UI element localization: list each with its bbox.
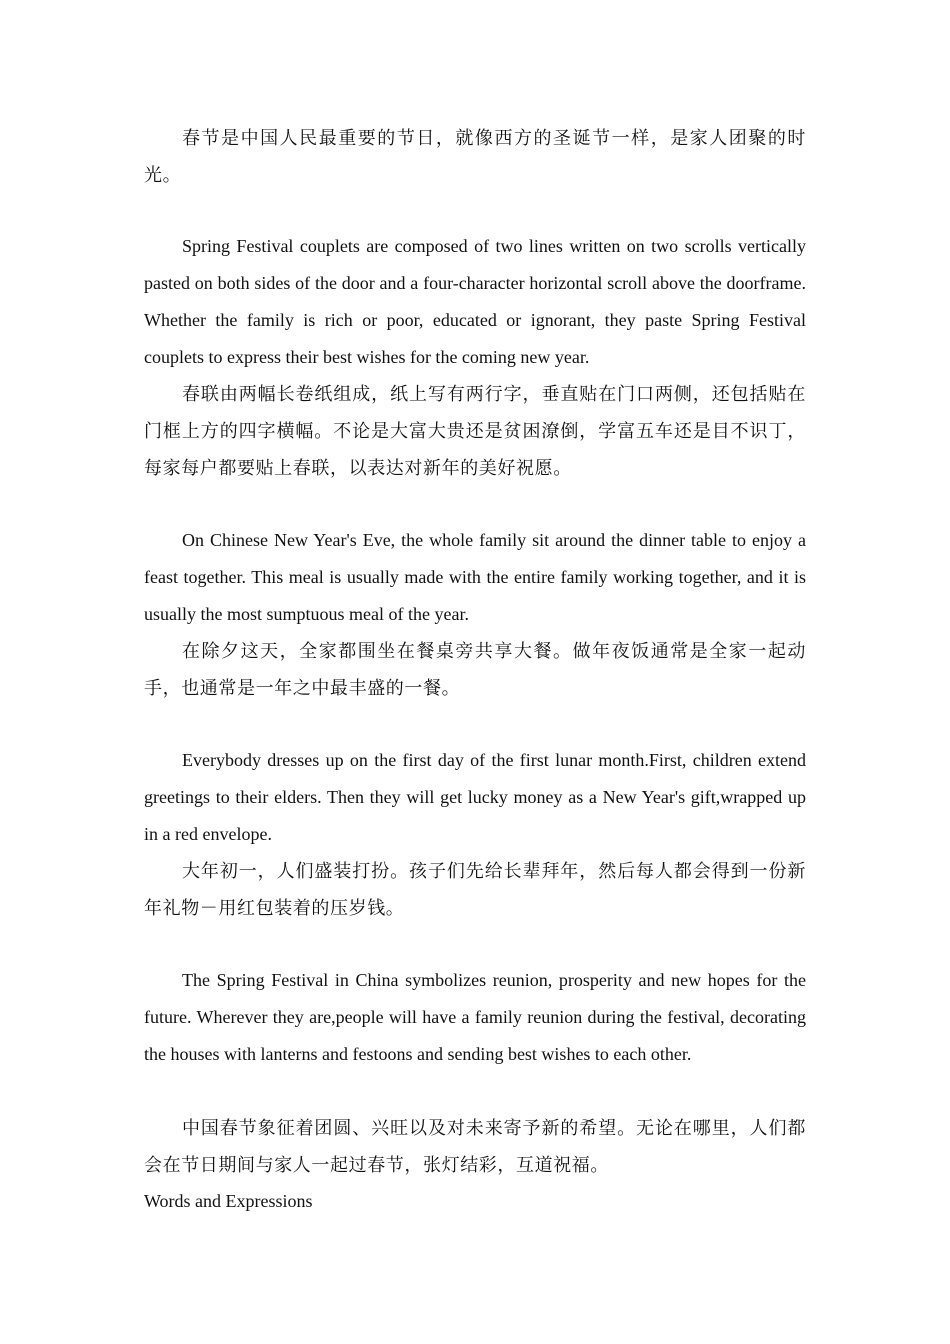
words-and-expressions-heading: Words and Expressions — [144, 1191, 313, 1211]
couplets-paragraph-en: Spring Festival couplets are composed of two lines written on two scrolls vertically pasted on both sides of the door and a four-character horizontal scroll above the doorframe. Whether the family is rich or poor, educated or ignorant, they paste Spring Festival couplets to express their best wishes for the coming new year. — [144, 236, 806, 367]
first-day-paragraph-zh: 大年初一，人们盛装打扮。孩子们先给长辈拜年，然后每人都会得到一份新年礼物－用红包装着的压岁钱。 — [144, 861, 806, 918]
symbolism-paragraph-zh: 中国春节象征着团圆、兴旺以及对未来寄予新的希望。无论在哪里，人们都会在节日期间与家人一起过春节，张灯结彩，互道祝福。 — [144, 1118, 806, 1175]
new-years-eve-paragraph-en: On Chinese New Year's Eve, the whole family sit around the dinner table to enjoy a feast together. This meal is usually made with the entire family working together, and it is usually the most sumptuous meal of the year. — [144, 530, 806, 624]
first-day-paragraph-en: Everybody dresses up on the first day of the first lunar month.First, children extend greetings to their elders. Then they will get lucky money as a New Year's gift,wrapped up in a red envelope. — [144, 750, 806, 844]
symbolism-paragraph-en: The Spring Festival in China symbolizes reunion, prosperity and new hopes for the future. Wherever they are,people will have a family reunion during the festival, decorating the houses with lanterns and festoons and sending best wishes to each other. — [144, 970, 806, 1064]
intro-paragraph-zh: 春节是中国人民最重要的节日，就像西方的圣诞节一样，是家人团聚的时光。 — [144, 128, 806, 185]
couplets-paragraph-zh: 春联由两幅长卷纸组成，纸上写有两行字，垂直贴在门口两侧，还包括贴在门框上方的四字横幅。不论是大富大贵还是贫困潦倒，学富五车还是目不识丁，每家每户都要贴上春联，以表达对新年的美好祝愿。 — [144, 384, 806, 478]
new-years-eve-paragraph-zh: 在除夕这天，全家都围坐在餐桌旁共享大餐。做年夜饭通常是全家一起动手，也通常是一年之中最丰盛的一餐。 — [144, 641, 806, 698]
